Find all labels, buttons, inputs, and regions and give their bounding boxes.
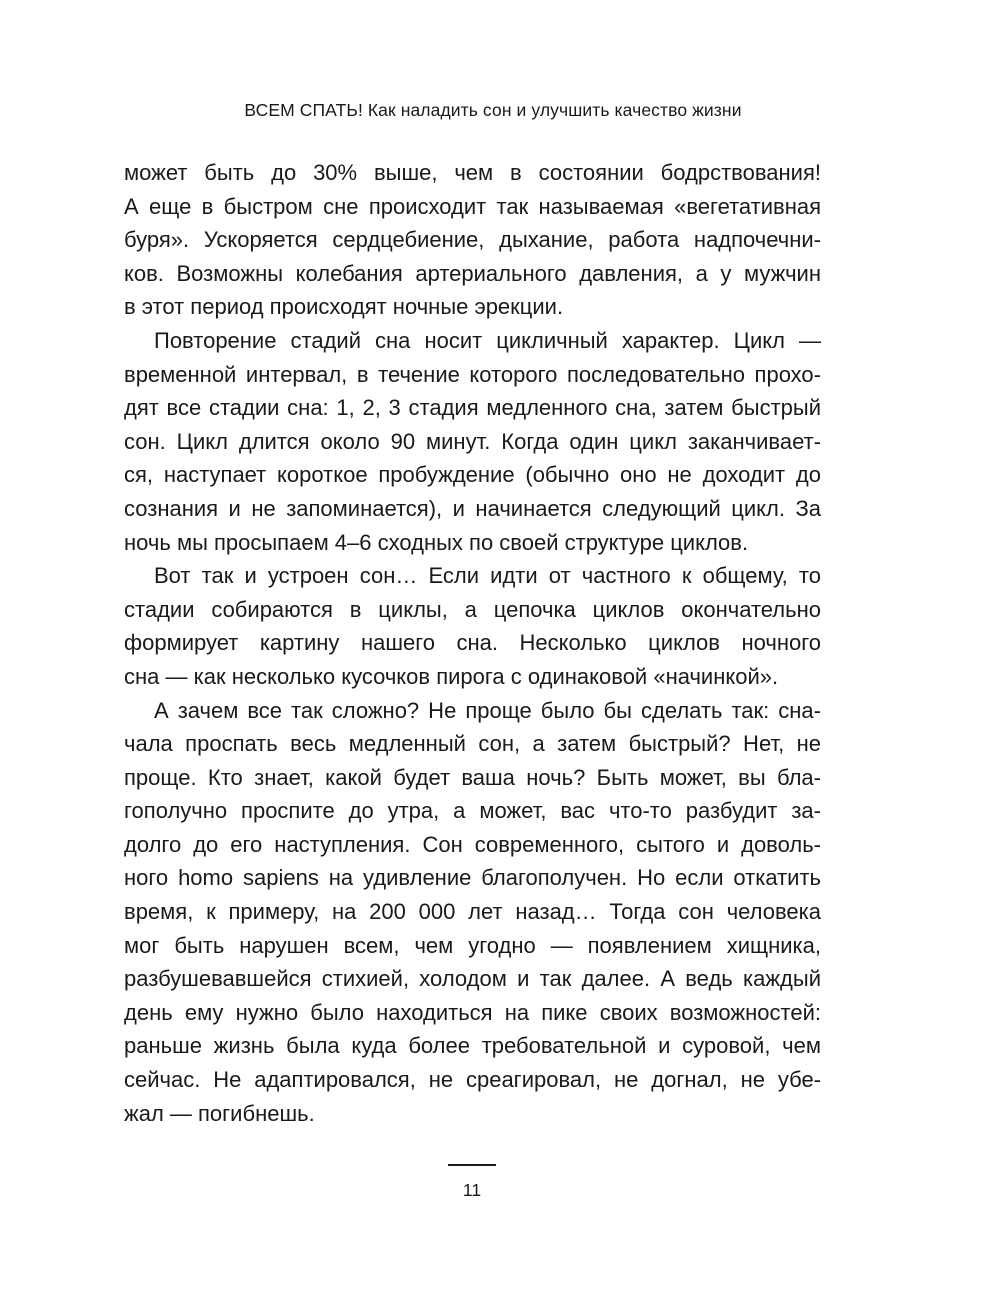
text-line: проще. Кто знает, какой будет ваша ночь? Быть может, вы бла- bbox=[124, 764, 821, 790]
text-line: А зачем все так сложно? Не проще было бы сделать так: сна- bbox=[154, 697, 821, 723]
text-line: долго до его наступления. Сон современного, сытого и доволь- bbox=[124, 831, 821, 857]
text-line: гополучно проспите до утра, а может, вас что-то разбудит за- bbox=[124, 798, 821, 824]
text-line: сон. Цикл длится около 90 минут. Когда один цикл заканчивает- bbox=[124, 428, 821, 454]
text-line: сознания и не запоминается), и начинается следующий цикл. За bbox=[124, 495, 821, 521]
text-line: Повторение стадий сна носит цикличный характер. Цикл — bbox=[154, 327, 821, 353]
text-line: мог быть нарушен всем, чем угодно — появлением хищника, bbox=[124, 932, 821, 958]
paragraph-3 bbox=[124, 559, 821, 693]
text-line: может быть до 30% выше, чем в состоянии бодрствования! bbox=[124, 160, 821, 185]
page-number: 11 bbox=[462, 1180, 482, 1200]
text-line: ночь мы просыпаем 4–6 сходных по своей структуре циклов. bbox=[124, 529, 749, 555]
text-line: А еще в быстром сне происходит так называемая «вегетативная bbox=[124, 193, 821, 219]
text-line: чала проспать весь медленный сон, а затем быстрый? Нет, не bbox=[124, 731, 821, 757]
folio-rule bbox=[448, 1164, 496, 1166]
text-line: раньше жизнь была куда более требовательной и суровой, чем bbox=[124, 1033, 821, 1059]
text-line: дят все стадии сна: 1, 2, 3 стадия медленного сна, затем быстрый bbox=[124, 395, 821, 421]
text-line: сейчас. Не адаптировался, не среагировал, не догнал, не убе- bbox=[124, 1067, 821, 1093]
paragraph-2 bbox=[124, 324, 821, 559]
running-header: ВСЕМ СПАТЬ! Как наладить сон и улучшить качество жизни bbox=[244, 100, 742, 120]
text-line: разбушевавшейся стихией, холодом и так далее. А ведь каждый bbox=[124, 966, 821, 992]
text-line: сна — как несколько кусочков пирога с одинаковой «начинкой». bbox=[124, 663, 779, 689]
text-line: формирует картину нашего сна. Несколько циклов ночного bbox=[124, 630, 821, 656]
text-line: время, к примеру, на 200 000 лет назад… Тогда сон человека bbox=[124, 899, 821, 925]
text-line: временной интервал, в течение которого последовательно прохо- bbox=[124, 361, 821, 387]
paragraph-1 bbox=[124, 156, 821, 324]
text-line: стадии собираются в циклы, а цепочка циклов окончательно bbox=[124, 596, 821, 622]
text-line: ков. Возможны колебания артериального давления, а у мужчин bbox=[124, 260, 821, 286]
text-line: Вот так и устроен сон… Если идти от частного к общему, то bbox=[154, 563, 821, 589]
text-line: жал — погибнешь. bbox=[124, 1100, 315, 1126]
body-text bbox=[124, 156, 821, 1130]
text-line: ся, наступает короткое пробуждение (обычно оно не доходит до bbox=[124, 462, 821, 488]
text-line: день ему нужно было находиться на пике своих возможностей: bbox=[124, 999, 821, 1025]
text-line: ного homo sapiens на удивление благополучен. Но если откатить bbox=[124, 865, 821, 891]
paragraph-4 bbox=[124, 694, 821, 1131]
text-line: в этот период происходят ночные эрекции. bbox=[124, 294, 564, 320]
text-line: буря». Ускоряется сердцебиение, дыхание, работа надпочечни- bbox=[124, 227, 821, 253]
